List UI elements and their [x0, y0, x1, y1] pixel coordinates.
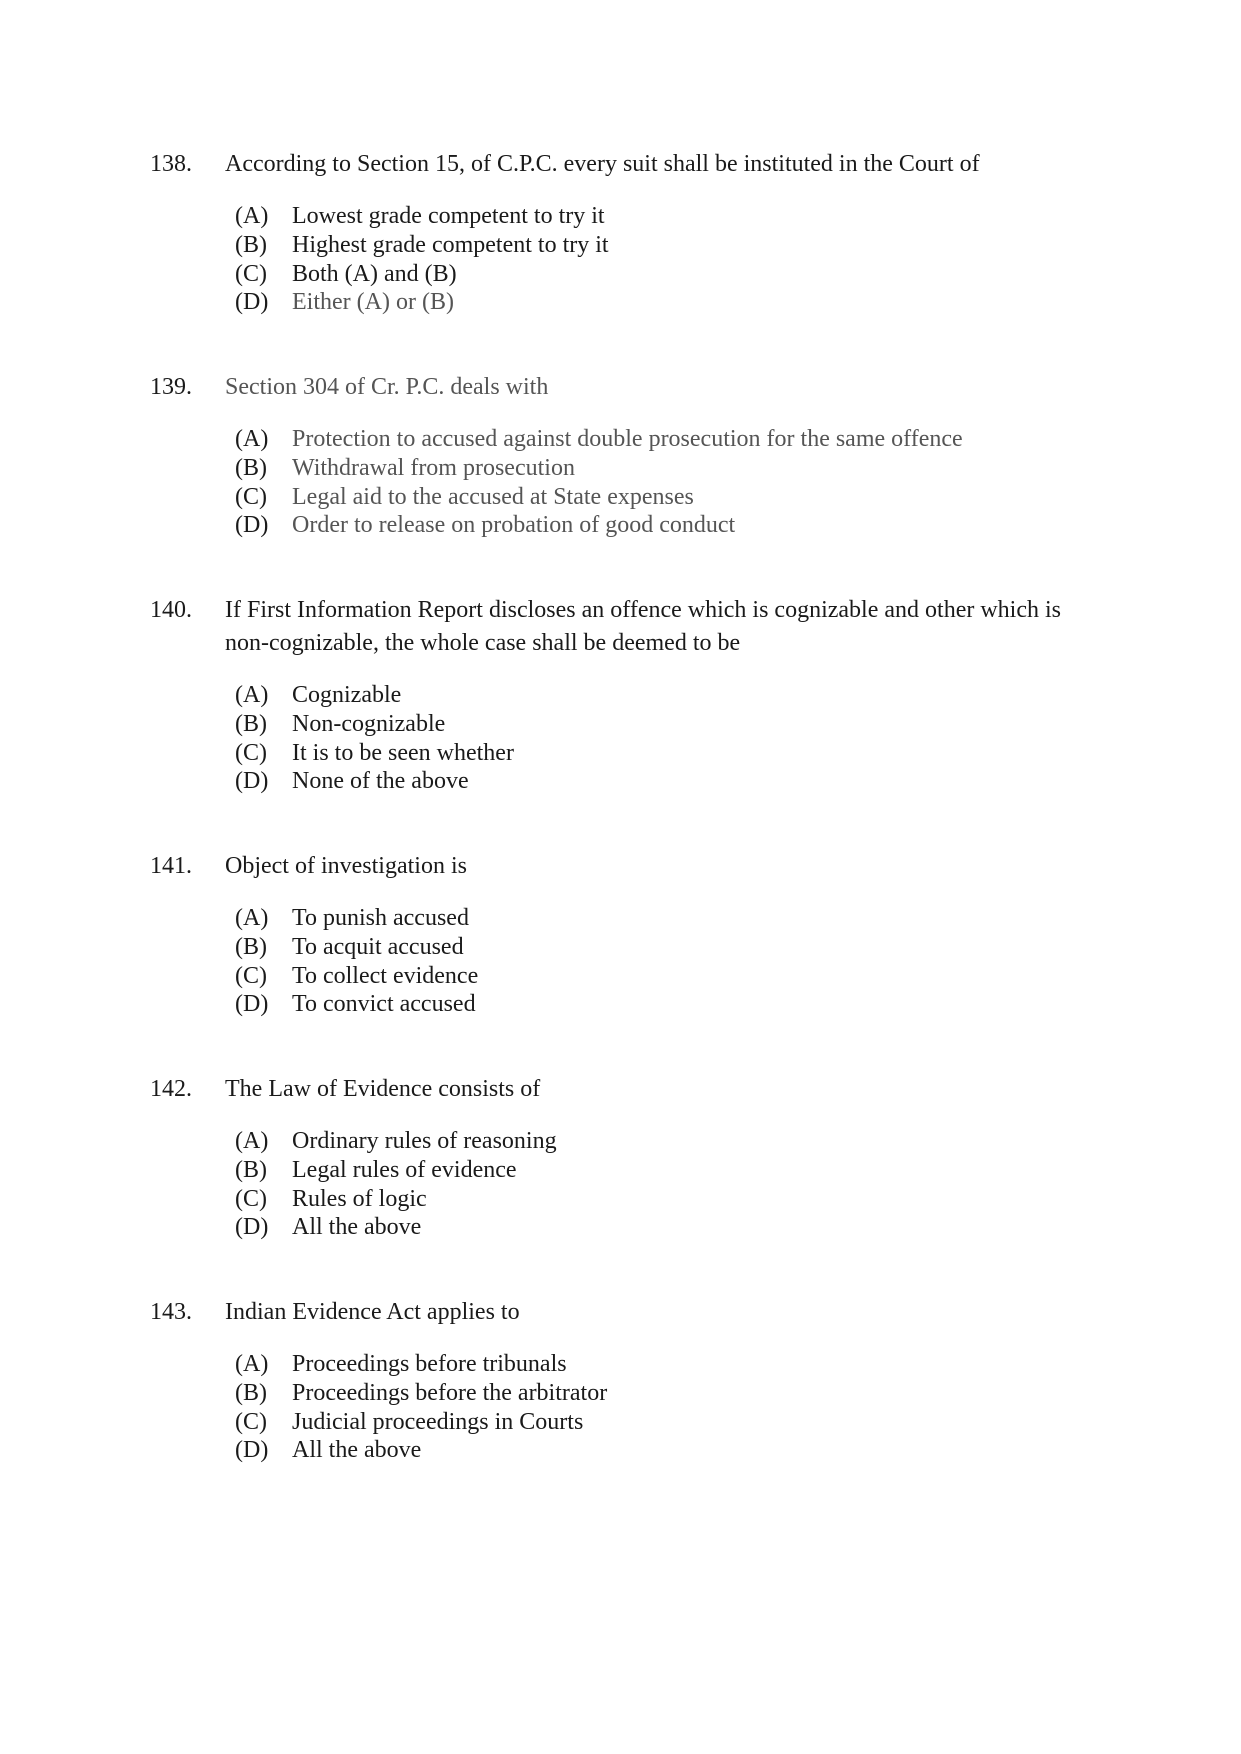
- question-stem: [150, 850, 1090, 883]
- question-text: Section 304 of Cr. P.C. deals with: [225, 374, 549, 400]
- option-a: [235, 904, 1090, 933]
- option-list: [235, 1350, 1090, 1465]
- option-d: [235, 1436, 1090, 1465]
- option-b: [235, 231, 1090, 260]
- option-label: (C): [235, 483, 267, 510]
- option-text: Cognizable: [292, 682, 402, 708]
- option-c: [235, 962, 1090, 991]
- option-text: Legal rules of evidence: [292, 1156, 517, 1183]
- question-140: [150, 594, 1090, 796]
- option-a: [235, 202, 1090, 231]
- option-text: Proceedings before the arbitrator: [292, 1379, 608, 1406]
- option-text: Protection to accused against double prosecution for the same offence: [292, 426, 963, 452]
- option-text: All the above: [292, 1437, 422, 1464]
- option-d: [235, 1213, 1090, 1242]
- option-a: [235, 1350, 1090, 1379]
- option-label: (B): [235, 231, 267, 258]
- option-d: [235, 767, 1090, 796]
- question-143: [150, 1296, 1090, 1465]
- question-142: [150, 1073, 1090, 1242]
- question-stem: [150, 1073, 1090, 1106]
- question-number: 141.: [150, 853, 192, 879]
- option-label: (D): [235, 1437, 269, 1464]
- option-text: None of the above: [292, 768, 469, 795]
- option-d: [235, 990, 1090, 1019]
- option-label: (D): [235, 289, 269, 316]
- option-d: [235, 511, 1090, 540]
- option-label: (D): [235, 1214, 269, 1241]
- question-number: 140.: [150, 597, 192, 623]
- option-label: (A): [235, 682, 269, 708]
- question-stem: [150, 594, 1090, 660]
- question-number: 139.: [150, 374, 192, 400]
- option-label: (B): [235, 933, 267, 960]
- option-label: (D): [235, 768, 269, 795]
- option-d: [235, 288, 1090, 317]
- option-text: Both (A) and (B): [292, 260, 457, 287]
- option-list: [235, 425, 1090, 540]
- option-text: Either (A) or (B): [292, 289, 454, 316]
- option-text: To convict accused: [292, 991, 476, 1018]
- question-stem: [150, 148, 1090, 181]
- question-text: The Law of Evidence consists of: [225, 1076, 541, 1102]
- option-text: To punish accused: [292, 905, 469, 931]
- option-label: (A): [235, 203, 269, 229]
- option-text: All the above: [292, 1214, 422, 1241]
- option-text: It is to be seen whether: [292, 739, 514, 766]
- option-list: [235, 202, 1090, 317]
- question-text: If First Information Report discloses an offence which is cognizable and other which is non-cognizable, the whole case shall be deemed to be: [225, 597, 1062, 656]
- option-b: [235, 710, 1090, 739]
- option-b: [235, 1156, 1090, 1185]
- option-label: (A): [235, 905, 269, 931]
- option-list: [235, 681, 1090, 796]
- option-a: [235, 1127, 1090, 1156]
- option-label: (B): [235, 1379, 267, 1406]
- option-text: To acquit accused: [292, 933, 464, 960]
- option-c: [235, 483, 1090, 512]
- option-b: [235, 933, 1090, 962]
- question-stem: [150, 1296, 1090, 1329]
- question-139: [150, 371, 1090, 540]
- option-label: (D): [235, 512, 269, 539]
- option-text: Highest grade competent to try it: [292, 231, 609, 258]
- question-number: 143.: [150, 1299, 192, 1325]
- question-141: [150, 850, 1090, 1019]
- option-text: Legal aid to the accused at State expenses: [292, 483, 694, 510]
- option-label: (C): [235, 260, 267, 287]
- option-b: [235, 454, 1090, 483]
- question-number: 142.: [150, 1076, 192, 1102]
- option-text: Judicial proceedings in Courts: [292, 1408, 584, 1435]
- option-text: Order to release on probation of good conduct: [292, 512, 736, 539]
- option-a: [235, 425, 1090, 454]
- option-c: [235, 1408, 1090, 1437]
- question-138: [150, 148, 1090, 317]
- option-label: (A): [235, 1128, 269, 1154]
- option-label: (B): [235, 710, 267, 737]
- option-c: [235, 260, 1090, 289]
- question-text: According to Section 15, of C.P.C. every suit shall be instituted in the Court of: [225, 151, 980, 177]
- option-text: Non-cognizable: [292, 710, 446, 737]
- option-label: (A): [235, 1351, 269, 1377]
- option-label: (C): [235, 962, 267, 989]
- question-text: Object of investigation is: [225, 853, 467, 879]
- question-stem: [150, 371, 1090, 404]
- option-text: Ordinary rules of reasoning: [292, 1128, 557, 1154]
- option-a: [235, 681, 1090, 710]
- option-c: [235, 739, 1090, 768]
- question-number: 138.: [150, 151, 192, 177]
- question-text: Indian Evidence Act applies to: [225, 1299, 520, 1325]
- option-label: (D): [235, 991, 269, 1018]
- option-label: (C): [235, 739, 267, 766]
- option-list: [235, 904, 1090, 1019]
- option-label: (B): [235, 454, 267, 481]
- option-list: [235, 1127, 1090, 1242]
- option-label: (A): [235, 426, 269, 452]
- option-text: Lowest grade competent to try it: [292, 203, 605, 229]
- option-label: (C): [235, 1185, 267, 1212]
- option-label: (C): [235, 1408, 267, 1435]
- option-text: To collect evidence: [292, 962, 479, 989]
- option-b: [235, 1379, 1090, 1408]
- option-text: Rules of logic: [292, 1185, 427, 1212]
- option-c: [235, 1185, 1090, 1214]
- option-text: Withdrawal from prosecution: [292, 454, 575, 481]
- option-text: Proceedings before tribunals: [292, 1351, 567, 1377]
- option-label: (B): [235, 1156, 267, 1183]
